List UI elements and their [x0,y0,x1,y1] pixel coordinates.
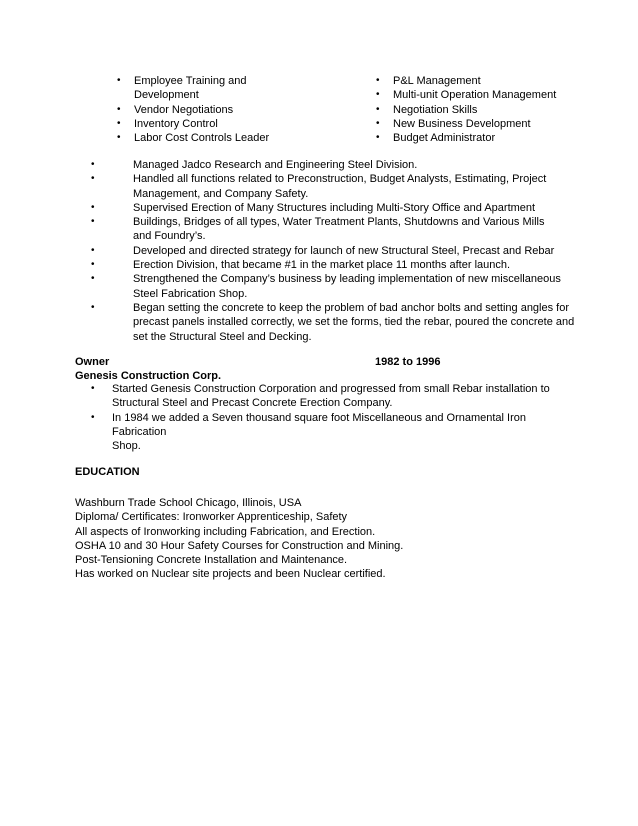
responsibility-item [91,158,576,172]
education-line: Diploma/ Certificates: Ironworker Apprenticeship, Safety [75,511,348,524]
position-bullet-text: In 1984 we added a Seven thousand square foot Miscellaneous and Ornamental Iron Fabrication [112,411,526,438]
position-bullet-text: Started Genesis Construction Corporation and progressed from small Rebar installation to [112,383,550,395]
skill-text: Inventory Control [134,117,218,130]
position-bullet-item [91,382,581,411]
responsibility-text: precast panels installed correctly, we set the forms, tied the rebar, poured the concrete and [133,316,575,329]
bullet-icon: • [91,244,95,256]
education-line: Washburn Trade School Chicago, Illinois, USA [75,497,302,509]
position-title: Owner [75,356,110,368]
skills-list-left [117,74,307,145]
bullet-icon: • [91,259,95,271]
skill-item [117,103,307,117]
bullet-icon: • [376,132,380,144]
bullet-icon: • [91,173,95,185]
skill-item [376,131,596,145]
skill-text: New Business Development [393,117,531,130]
skill-item [376,88,596,102]
bullet-icon: • [117,117,121,129]
skill-text: P&L Management [393,75,481,87]
education-line: OSHA 10 and 30 Hour Safety Courses for Construction and Mining. [75,539,404,552]
responsibility-text: Developed and directed strategy for launch of new Structural Steel, Precast and Rebar [133,244,555,257]
bullet-icon: • [91,201,95,213]
responsibility-item [91,172,576,201]
skill-item [376,103,596,117]
responsibility-text: set the Structural Steel and Decking. [133,330,312,343]
position-bullet-item [91,411,581,454]
responsibility-text: Strengthened the Company’s business by leading implementation of new miscellaneous [133,273,561,286]
bullet-icon: • [117,103,121,115]
bullet-icon: • [91,159,95,170]
skill-item [117,74,307,103]
position-bullet-text: Shop. [112,440,141,453]
bullet-icon: • [376,103,380,115]
education-line: Post-Tensioning Concrete Installation and Maintenance. [75,554,348,567]
bullet-icon: • [376,117,380,129]
education-line: All aspects of Ironworking including Fabrication, and Erection. [75,525,376,538]
bullet-icon: • [91,273,95,285]
bullet-icon: • [376,75,380,86]
company-name: Genesis Construction Corp. [75,370,222,382]
skill-item [376,74,596,88]
responsibility-text: Erection Division, that became #1 in the market place 11 months after launch. [133,259,511,272]
responsibilities-list [91,158,576,344]
bullet-icon: • [91,383,95,394]
bullet-icon: • [91,301,95,313]
bullet-icon: • [117,75,121,86]
responsibility-text: and Foundry’s. [133,230,206,243]
responsibility-item [91,244,576,258]
responsibility-text: Handled all functions related to Preconstruction, Budget Analysts, Estimating, Project [133,173,547,186]
position-bullet-text: Structural Steel and Precast Concrete Erection Company. [112,397,393,410]
bullet-icon: • [117,132,121,144]
bullet-icon: • [376,89,380,101]
skill-text: Budget Administrator [393,132,496,145]
bullet-icon: • [91,216,95,228]
responsibility-text: Began setting the concrete to keep the problem of bad anchor bolts and setting angles for [133,301,570,314]
skill-item [376,117,596,131]
skills-list-right [376,74,596,145]
skill-item [117,131,307,145]
skill-text: Vendor Negotiations [134,103,234,116]
skill-text: Development [134,89,199,102]
skill-text: Labor Cost Controls Leader [134,132,270,145]
education-heading: EDUCATION [75,466,140,478]
skill-text: Employee Training and [134,75,247,87]
skill-item [117,117,307,131]
responsibility-item [91,201,576,215]
responsibility-item [91,272,576,301]
responsibility-text: Supervised Erection of Many Structures including Multi-Story Office and Apartment [133,201,536,214]
position-years: 1982 to 1996 [375,356,441,368]
responsibility-item [91,215,576,244]
responsibility-text: Management, and Company Safety. [133,187,309,200]
responsibility-item [91,258,576,272]
responsibility-text: Steel Fabrication Shop. [133,287,248,300]
responsibility-text: Buildings, Bridges of all types, Water Treatment Plants, Shutdowns and Various Mills [133,216,545,229]
bullet-icon: • [91,411,95,423]
education-lines [75,496,575,582]
education-line: Has worked on Nuclear site projects and been Nuclear certified. [75,568,386,581]
responsibility-item [91,301,576,344]
skill-text: Negotiation Skills [393,103,478,116]
skill-text: Multi-unit Operation Management [393,89,557,102]
position-bullets [91,382,581,453]
responsibility-text: Managed Jadco Research and Engineering Steel Division. [133,159,418,171]
